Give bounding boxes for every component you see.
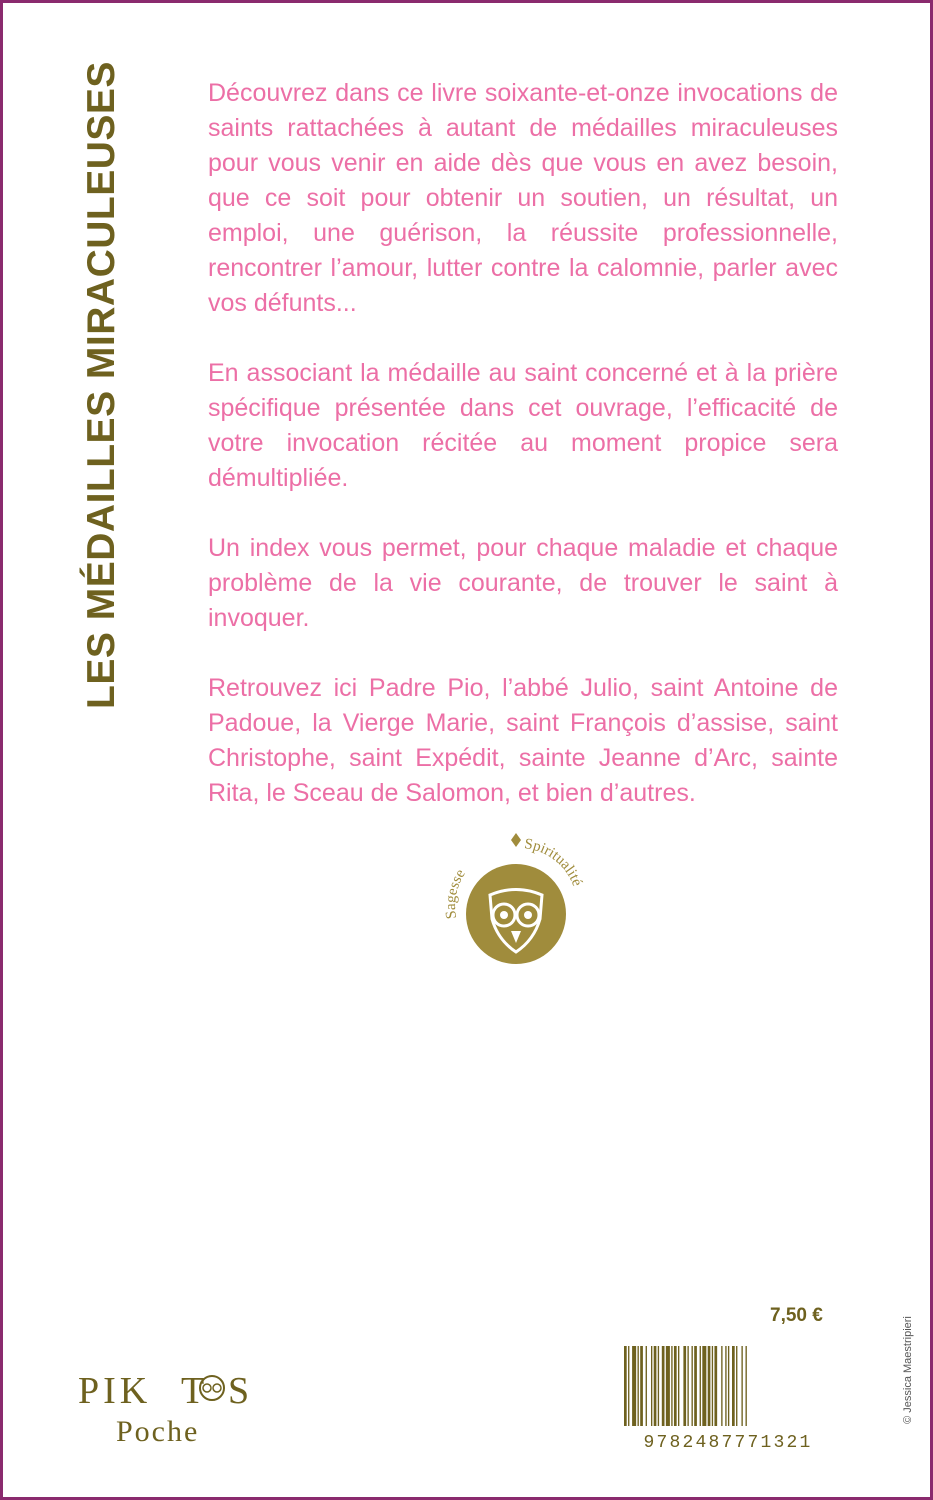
barcode-bar bbox=[714, 1346, 717, 1426]
blurb-paragraph: Découvrez dans ce livre soixante-et-onze invocations de saints rattachées à autant de médailles miraculeuses pour vous venir en aide dès que vous en avez besoin, que ce soit pour obtenir un soutien, un résultat, un emploi, une guérison, la réussite professionnelle, rencontrer l’amour, lutter contre la calomnie, parler avec vos défunts... bbox=[208, 79, 838, 317]
book-title: LES MÉDAILLES MIRACULEUSES bbox=[80, 61, 123, 709]
barcode-bar bbox=[683, 1346, 686, 1426]
barcode-bar bbox=[624, 1346, 627, 1426]
barcode-bar bbox=[678, 1346, 679, 1426]
svg-text:S: S bbox=[228, 1370, 250, 1412]
barcode-bar bbox=[736, 1346, 737, 1426]
barcode-bar bbox=[728, 1346, 729, 1426]
barcode-bar bbox=[692, 1346, 693, 1426]
barcode-bar bbox=[666, 1346, 670, 1426]
barcode-bar bbox=[708, 1346, 711, 1426]
seal-label-sagesse: Sagesse bbox=[443, 866, 469, 920]
barcode-bar bbox=[646, 1346, 647, 1426]
barcode-bar bbox=[640, 1346, 643, 1426]
barcode-bar bbox=[687, 1346, 688, 1426]
seal-label-spiritualite: Spiritualité bbox=[523, 836, 585, 889]
blurb-paragraph: En associant la médaille au saint concerné et à la prière spécifique présentée dans cet ouvrage, l’efficacité de votre invocation récitée au moment propice sera démultipliée. bbox=[208, 359, 838, 492]
publisher-subline: Poche bbox=[116, 1415, 200, 1448]
photo-credit: © Jessica Maestripieri bbox=[902, 1316, 914, 1424]
barcode-bar bbox=[694, 1346, 697, 1426]
blurb-paragraph: Un index vous permet, pour chaque maladie et chaque problème de la vie courante, de trouver le saint à invoquer. bbox=[208, 534, 838, 632]
barcode-bar bbox=[638, 1346, 639, 1426]
diamond-icon bbox=[511, 833, 521, 847]
barcode-bar bbox=[671, 1346, 672, 1426]
barcode-bar bbox=[700, 1346, 701, 1426]
barcode-bar bbox=[702, 1346, 706, 1426]
collection-seal bbox=[430, 818, 600, 978]
owl-icon bbox=[466, 864, 566, 964]
barcode-bar bbox=[658, 1346, 659, 1426]
blurb-paragraph: Retrouvez ici Padre Pio, l’abbé Julio, saint Antoine de Padoue, la Vierge Marie, saint François d’assise, saint Christophe, saint Expédit, sainte Jeanne d’Arc, sainte Rita, le Sceau de Salomon, et bien d’autres. bbox=[208, 674, 838, 807]
publisher-logo bbox=[78, 1363, 268, 1448]
barcode-bar bbox=[741, 1346, 742, 1426]
barcode-bar bbox=[632, 1346, 636, 1426]
barcode-bar bbox=[674, 1346, 677, 1426]
barcode bbox=[622, 1346, 834, 1449]
back-cover-blurb bbox=[208, 76, 838, 846]
barcode-bar bbox=[662, 1346, 665, 1426]
barcode-bar bbox=[712, 1346, 713, 1426]
barcode-bar bbox=[654, 1346, 657, 1426]
barcode-number: 9782487771321 bbox=[643, 1433, 813, 1449]
barcode-bar bbox=[628, 1346, 629, 1426]
barcode-bar bbox=[721, 1346, 722, 1426]
price-label: 7,50 € bbox=[770, 1305, 823, 1326]
svg-text:T: T bbox=[181, 1370, 205, 1412]
barcode-bar bbox=[746, 1346, 747, 1426]
barcode-bar bbox=[651, 1346, 652, 1426]
publisher-name: PIKT bbox=[78, 1370, 179, 1412]
barcode-bar bbox=[725, 1346, 726, 1426]
barcode-bar bbox=[732, 1346, 735, 1426]
